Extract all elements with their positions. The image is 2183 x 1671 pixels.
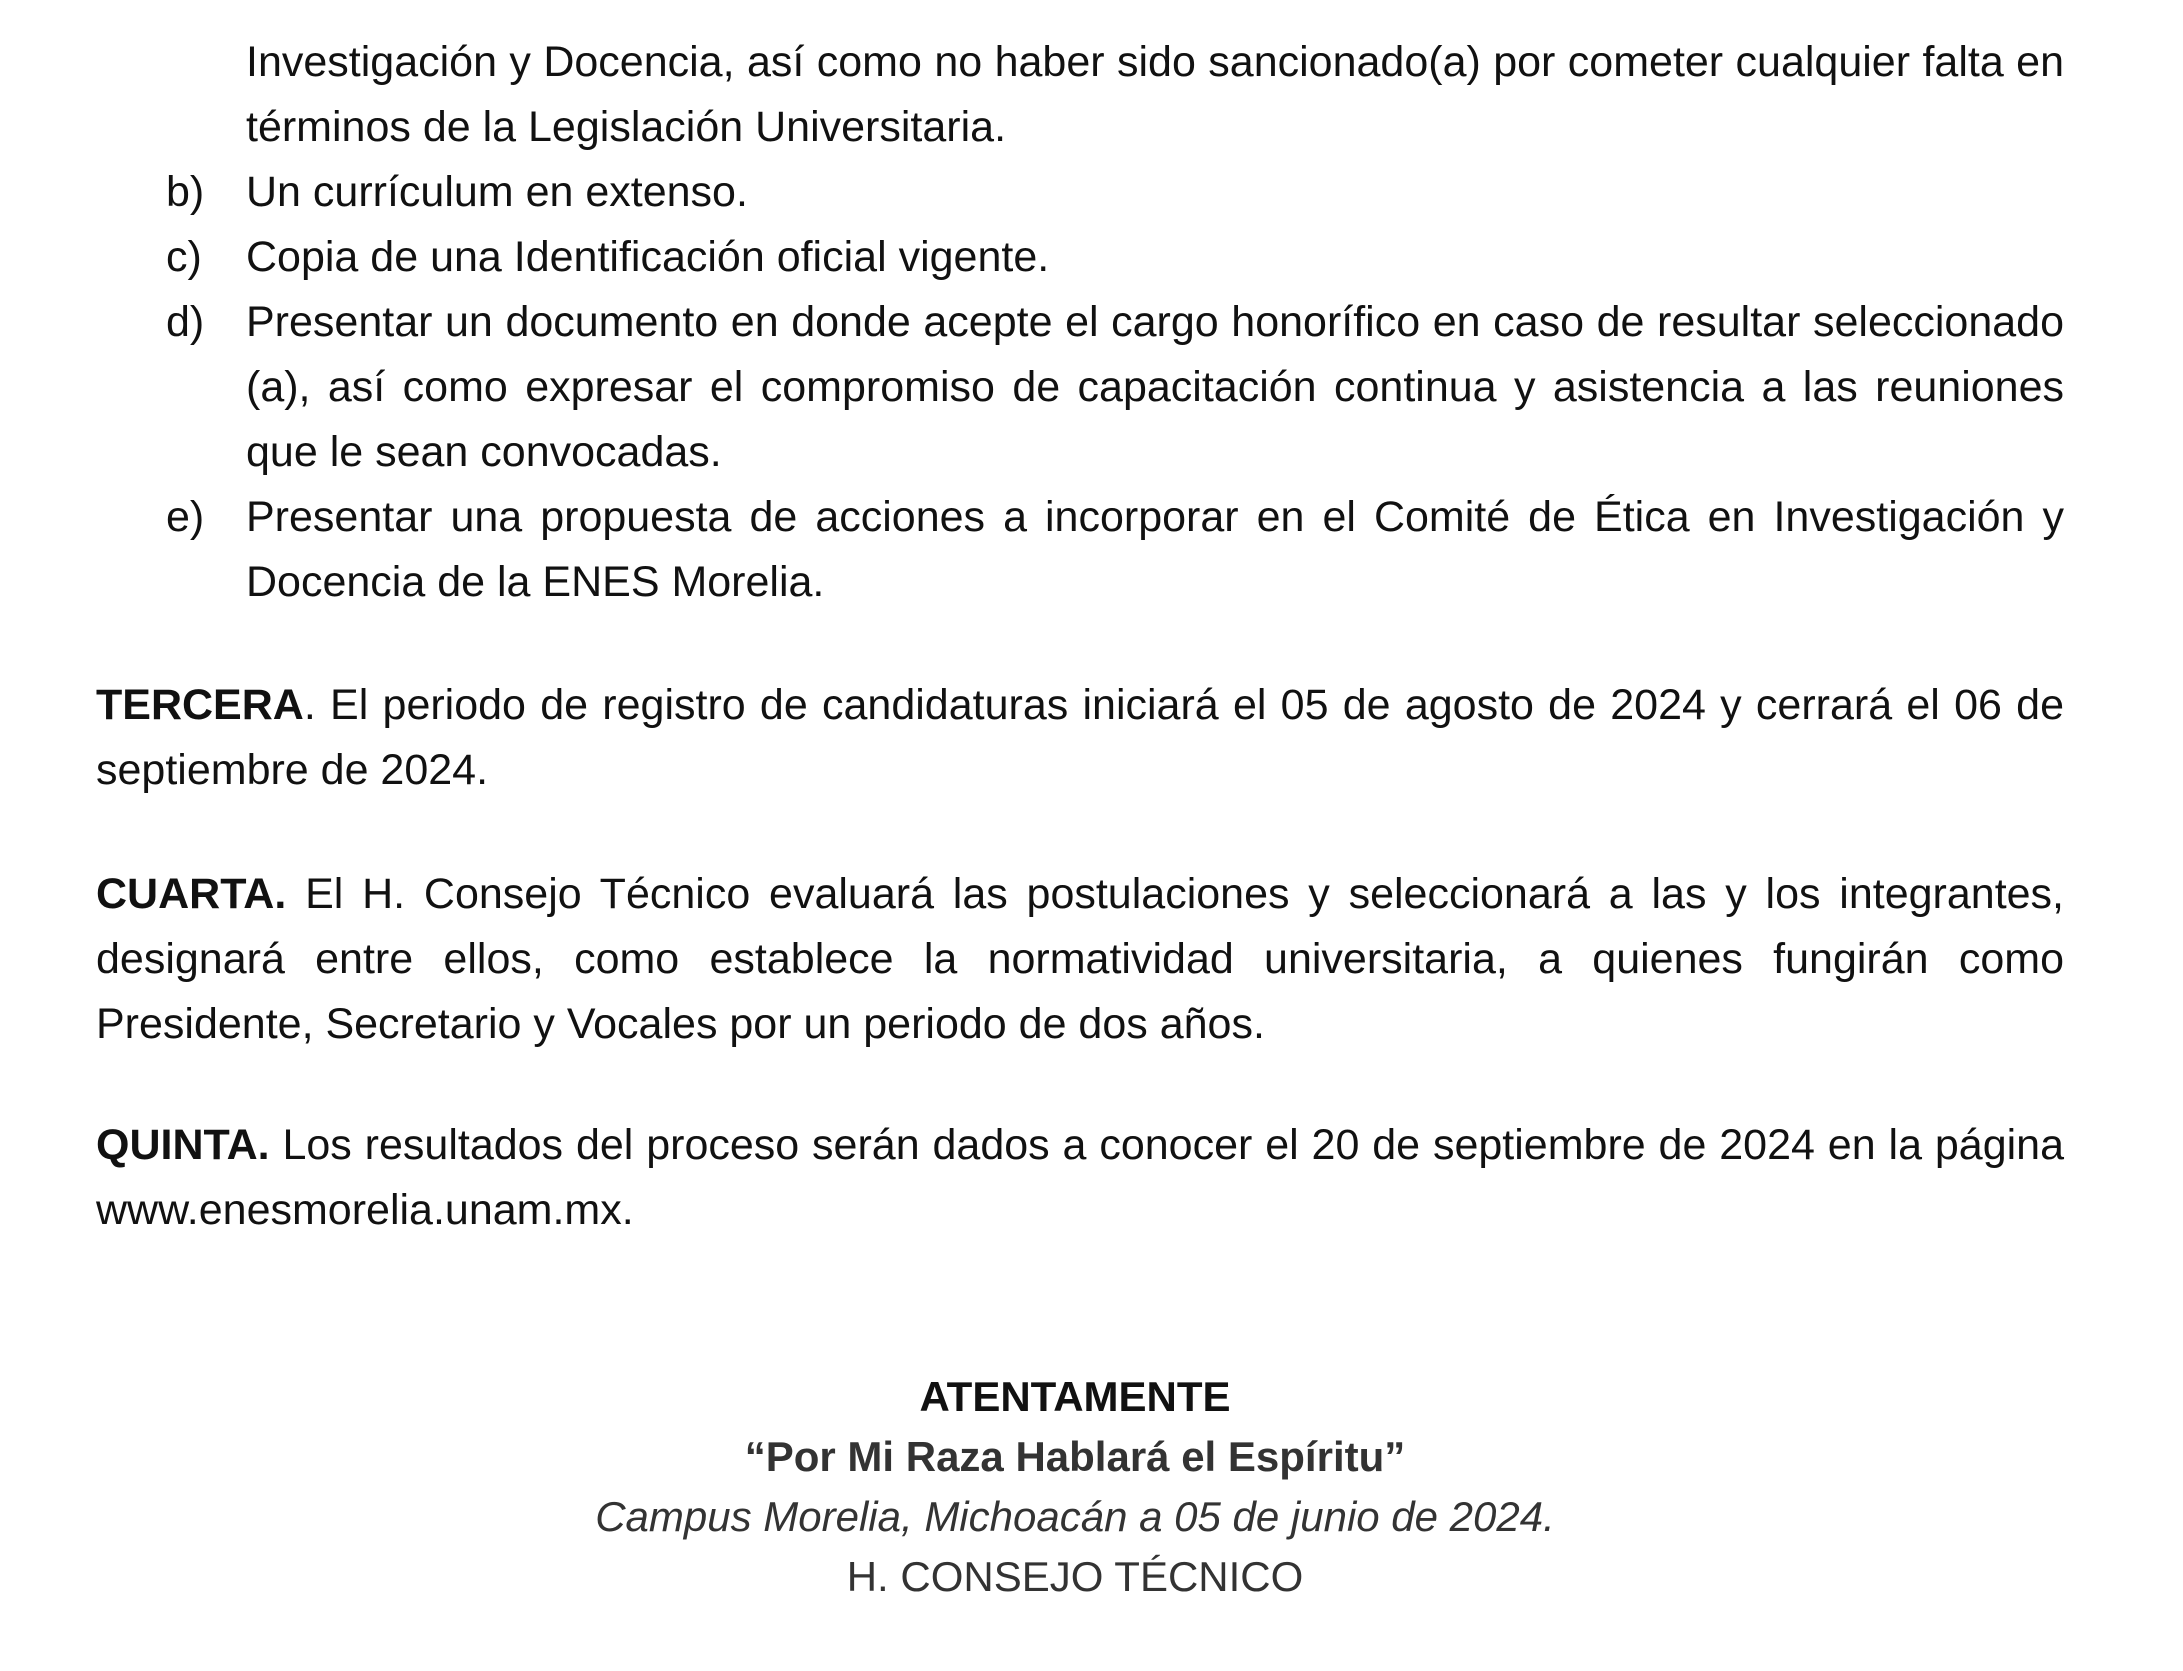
list-item-text: Un currículum en extenso. [246, 168, 748, 216]
closing-salutation: ATENTAMENTE [919, 1373, 1231, 1420]
list-marker: c) [166, 233, 202, 281]
list-marker: b) [166, 168, 205, 216]
clause-heading: QUINTA. [96, 1121, 270, 1169]
clause-tercera [96, 673, 2064, 803]
closing-place-date: Campus Morelia, Michoacán a 05 de junio de 2024. [595, 1493, 1555, 1540]
list-item-b [96, 160, 2064, 225]
requirements-list [96, 30, 2064, 615]
clause-text: Los resultados del proceso serán dados a conocer el 20 de septiembre de 2024 en la página www.enesmorelia.unam.mx. [96, 1121, 2064, 1234]
list-item-text: Copia de una Identificación oficial vigente. [246, 233, 1050, 281]
list-marker: e) [166, 493, 205, 541]
clause-quinta [96, 1113, 2064, 1243]
list-marker: d) [166, 298, 205, 346]
clause-cuarta [96, 862, 2064, 1057]
clause-heading: CUARTA. [96, 870, 287, 918]
closing-signatory: H. CONSEJO TÉCNICO [846, 1553, 1304, 1600]
list-item-d [96, 290, 2064, 485]
clause-heading: TERCERA [96, 681, 304, 729]
list-item-text: Presentar un documento en donde acepte el cargo honorífico en caso de resultar seleccionado (a), así como expresar el compromiso de capacitación continua y asistencia a las reuniones que le sean convocadas. [246, 298, 2064, 476]
list-item-c [96, 225, 2064, 290]
closing-block [0, 1367, 2150, 1607]
clause-text: El H. Consejo Técnico evaluará las postulaciones y seleccionará a las y los integrantes, designará entre ellos, como establece la normatividad universitaria, a quienes fungirán como Presidente, Secretario y Vocales por un periodo de dos años. [96, 870, 2064, 1048]
list-item-text: Investigación y Docencia, así como no haber sido sancionado(a) por cometer cualquier falta en términos de la Legislación Universitaria. [246, 38, 2064, 151]
list-item-text: Presentar una propuesta de acciones a incorporar en el Comité de Ética en Investigación y Docencia de la ENES Morelia. [246, 493, 2064, 606]
clause-text: . El periodo de registro de candidaturas iniciará el 05 de agosto de 2024 y cerrará el 06 de septiembre de 2024. [96, 681, 2064, 794]
closing-motto: “Por Mi Raza Hablará el Espíritu” [744, 1433, 1406, 1480]
list-item-e [96, 485, 2064, 615]
list-item-continuation [96, 30, 2064, 160]
